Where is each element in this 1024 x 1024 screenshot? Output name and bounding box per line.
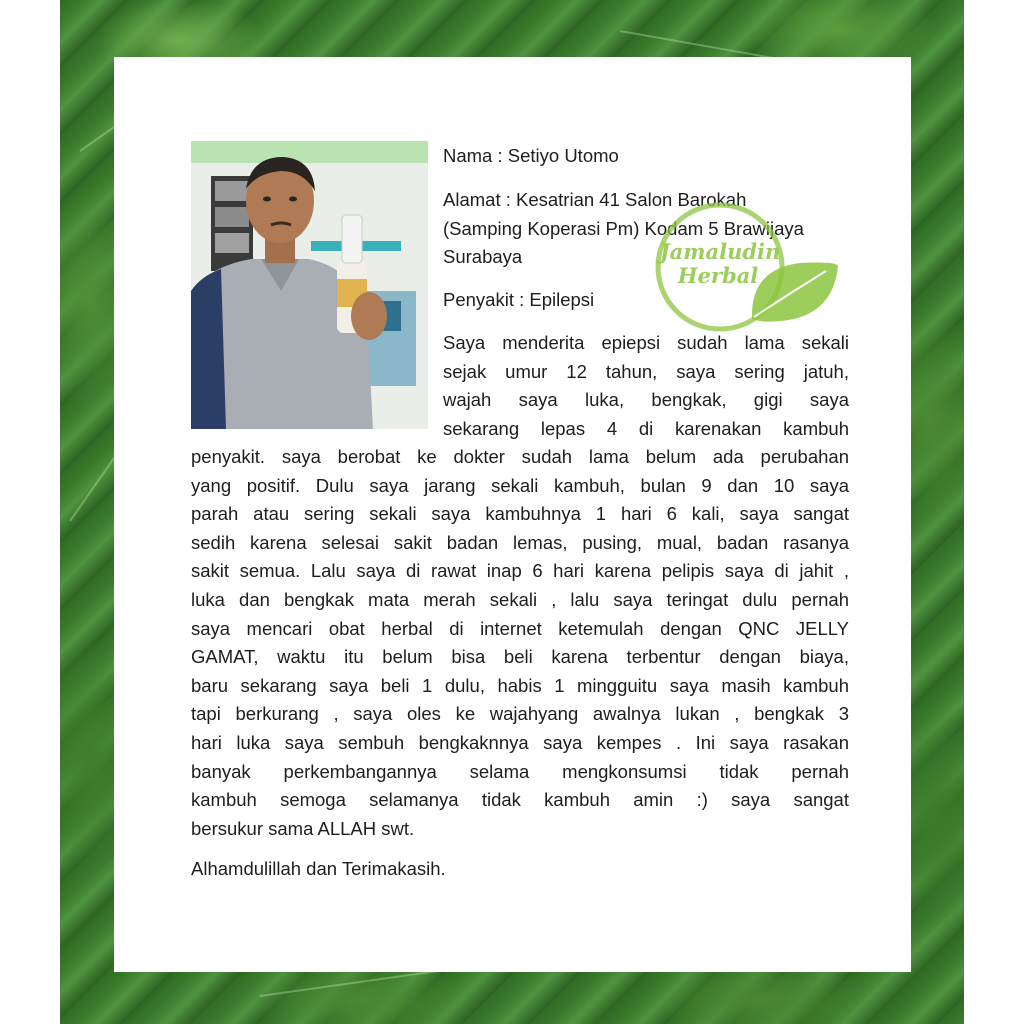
testimony-line: wajah saya luka, bengkak, gigi saya: [443, 389, 849, 411]
customer-address-line: (Samping Koperasi Pm) Kodam 5 Brawijaya: [443, 217, 804, 239]
customer-name: Nama : Setiyo Utomo: [443, 145, 619, 166]
testimony-line: tapi berkurang , saya oles ke wajahyang awalnya lukan , bengkak 3: [191, 703, 849, 725]
testimony-line: saya mencari obat herbal di internet ketemulah dengan QNC JELLY: [191, 617, 849, 639]
testimony-line: GAMAT, waktu itu belum bisa beli karena terbentur dengan biaya,: [191, 646, 849, 668]
leaf-icon: [752, 263, 838, 322]
testimony-line: penyakit. saya berobat ke dokter sudah lama belum ada perubahan: [191, 446, 849, 467]
customer-disease: Penyakit : Epilepsi: [443, 289, 595, 310]
testimony-paragraph-full: [191, 443, 849, 843]
testimony-line: luka dan bengkak mata merah sekali , lalu saya teringat dulu pernah: [191, 588, 849, 610]
testimony-line: hari luka saya sembuh bengkaknnya saya kempes . Ini saya rasakan: [191, 731, 849, 753]
closing-text: Alhamdulillah dan Terimakasih.: [191, 858, 446, 879]
watermark-line2: Herbal: [677, 263, 759, 288]
testimony-line: baru sekarang saya beli 1 dulu, habis 1 mingguitu saya masih kambuh: [191, 674, 849, 696]
testimony-paragraph-top: [443, 329, 849, 443]
customer-photo: [191, 141, 428, 429]
jamaludin-herbal-watermark: [650, 197, 840, 337]
customer-address-line: Surabaya: [443, 246, 523, 268]
testimony-line: parah atau sering sekali saya kambuhnya 1 hari 6 kali, saya sangat: [191, 503, 849, 525]
watermark-line1: Jamaludin: [659, 239, 781, 264]
leaf-vein: [260, 970, 439, 997]
testimony-line: banyak perkembangannya selama mengkonsumsi tidak pernah: [191, 760, 849, 782]
testimonial-card: [114, 57, 911, 972]
testimony-line: bersukur sama ALLAH swt.: [191, 817, 415, 839]
testimony-line: sekarang lepas 4 di karenakan kambuh: [443, 417, 849, 439]
testimony-line: kambuh semoga selamanya tidak kambuh amin :) saya sangat: [191, 789, 849, 811]
testimony-line: sejak umur 12 tahun, saya sering jatuh,: [443, 360, 849, 382]
testimony-line: sedih karena selesai sakit badan lemas, pusing, mual, badan rasanya: [191, 531, 849, 553]
testimony-line: Saya menderita epiepsi sudah lama sekali: [443, 332, 849, 353]
testimony-line: yang positif. Dulu saya jarang sekali kambuh, bulan 9 dan 10 saya: [191, 474, 849, 496]
customer-address-line: Alamat : Kesatrian 41 Salon Barokah: [443, 189, 747, 210]
testimony-line: sakit semua. Lalu saya di rawat inap 6 hari karena pelipis saya di jahit ,: [191, 560, 849, 582]
